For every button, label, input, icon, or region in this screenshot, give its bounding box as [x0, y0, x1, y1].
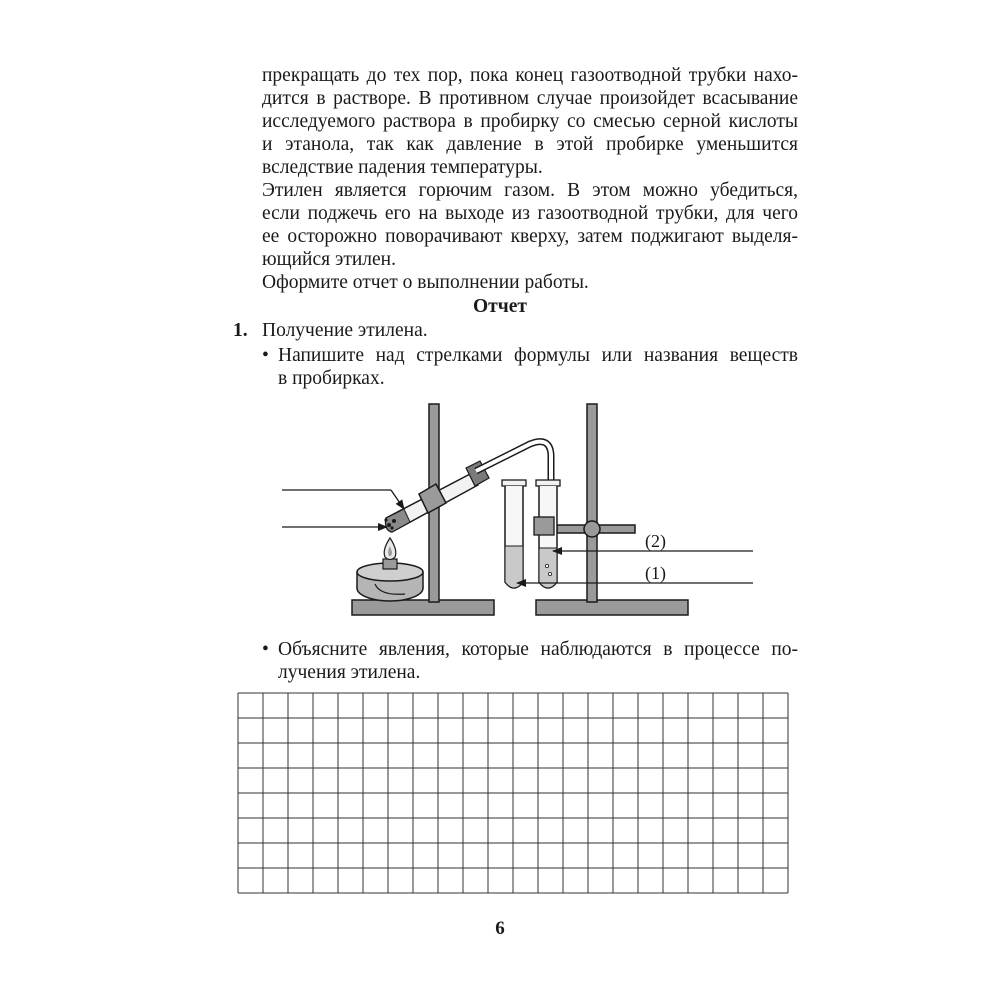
text-line: Этилен является горючим газом. В этом можно убедиться,	[262, 180, 798, 201]
item-title: Получение этилена.	[262, 320, 428, 341]
test-tube-1	[502, 480, 526, 588]
arrow-to-mixture	[391, 490, 404, 509]
label-1: (1)	[645, 563, 666, 583]
answer-grid	[238, 693, 788, 893]
bullet-text-line: лучения этилена.	[278, 662, 421, 683]
test-tube-2	[534, 480, 560, 588]
report-heading: Отчет	[473, 296, 527, 317]
text-line: прекращать до тех пор, пока конец газоотводной трубки нахо-	[262, 65, 798, 86]
text-line: Оформите отчет о выполнении работы.	[262, 272, 589, 293]
item-number: 1.	[233, 320, 248, 341]
bullet-text-line: в пробирках.	[278, 368, 385, 389]
text-line: и этанола, так как давление в этой пробирке уменьшится	[262, 134, 798, 155]
text-line: ее осторожно поворачивают кверху, затем поджигают выделя-	[262, 226, 798, 247]
bullet-text-line: Напишите над стрелками формулы или названия веществ	[278, 345, 798, 366]
page-number: 6	[495, 918, 505, 939]
bullet-marker: •	[262, 639, 269, 660]
text-line: исследуемого раствора в пробирку со смесью серной кислоты	[262, 111, 798, 132]
bullet-marker: •	[262, 345, 269, 366]
text-line: ющийся этилен.	[262, 249, 396, 270]
bullet-text-line: Объясните явления, которые наблюдаются в процессе по-	[278, 639, 798, 660]
text-line: вследствие падения температуры.	[262, 157, 543, 178]
label-2: (2)	[645, 531, 666, 551]
spirit-lamp	[357, 538, 423, 601]
text-line: дится в растворе. В противном случае произойдет всасывание	[262, 88, 798, 109]
text-line: если поджечь его на выходе из газоотводной трубки, для чего	[262, 203, 798, 224]
